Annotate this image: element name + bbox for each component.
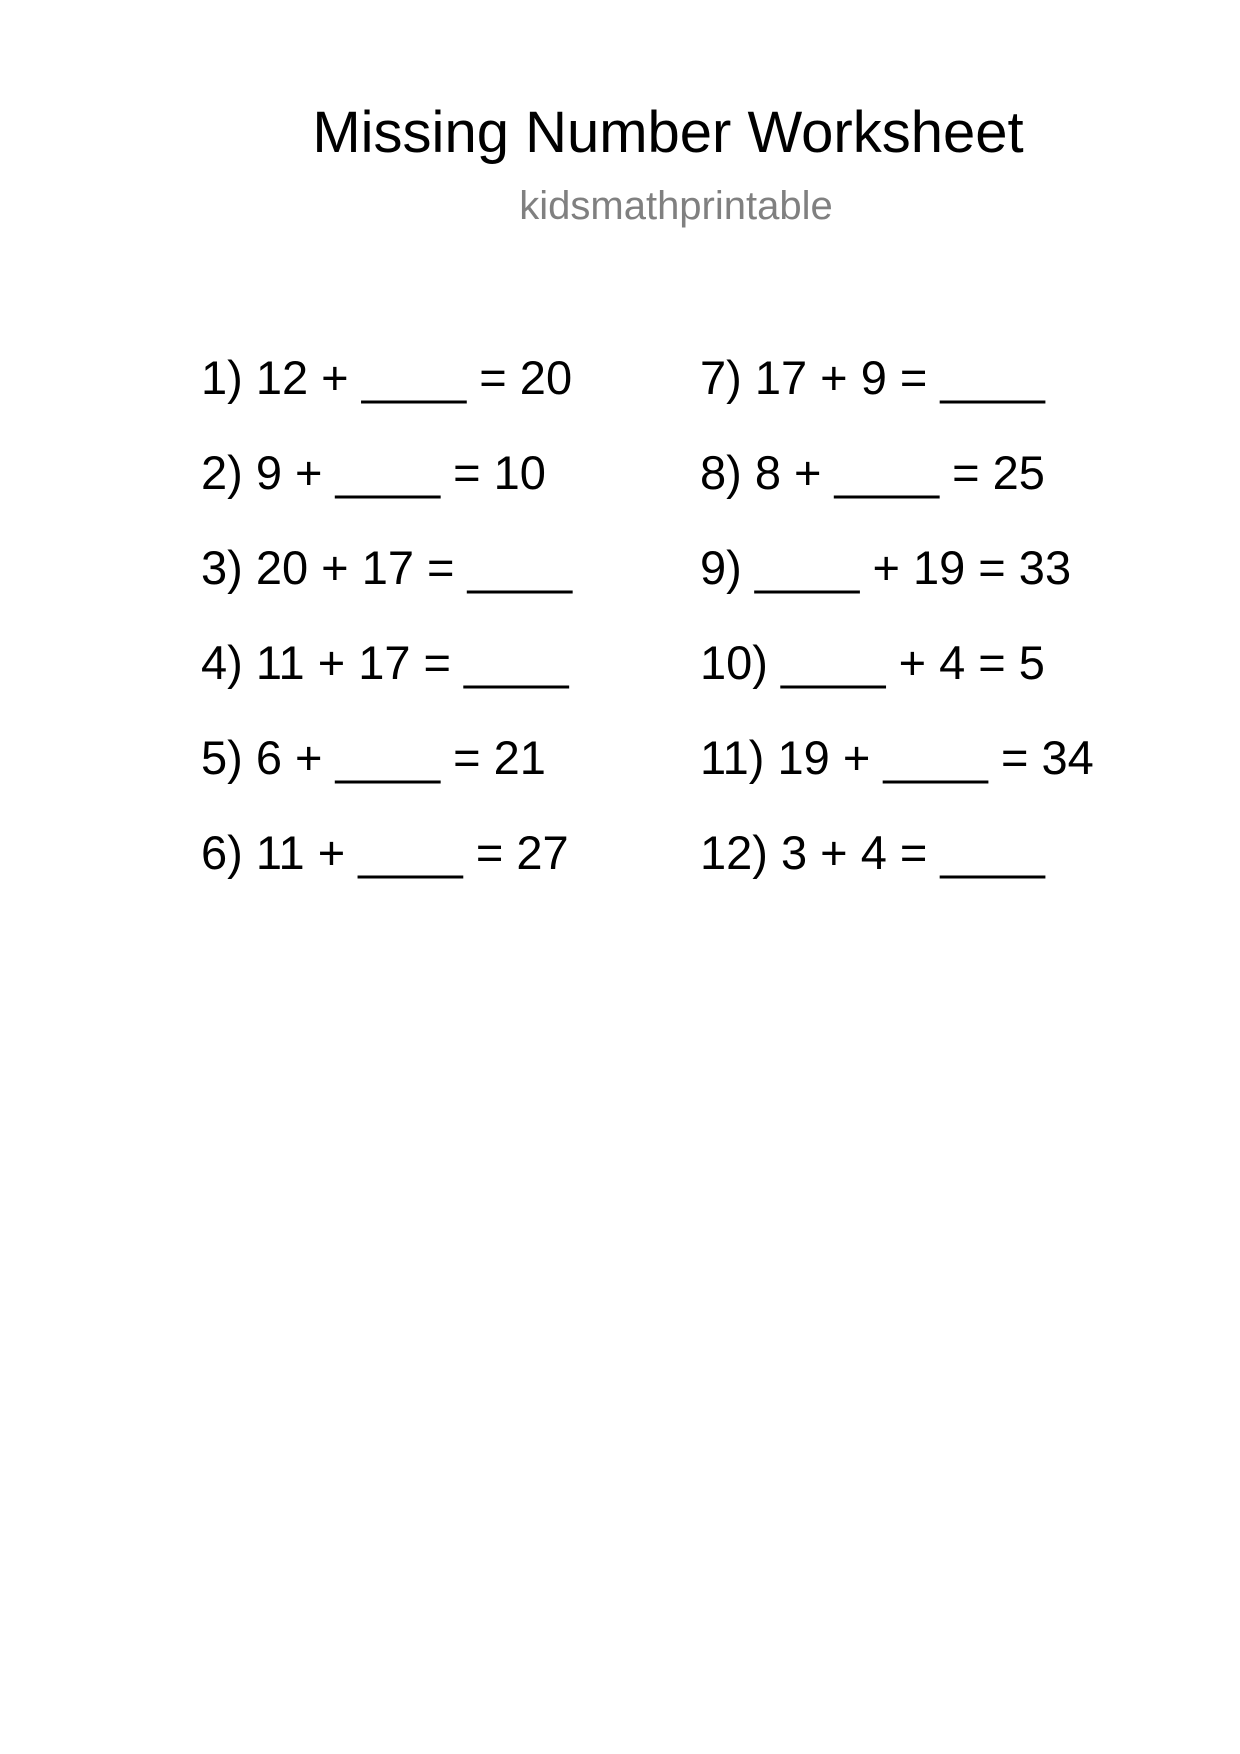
problem-3: 3) 20 + 17 = ____ — [201, 541, 573, 594]
problem-2: 2) 9 + ____ = 10 — [201, 446, 546, 499]
problem-9: 9) ____ + 19 = 33 — [700, 541, 1072, 594]
worksheet-subtitle: kidsmathprintable — [519, 184, 833, 228]
problem-7: 7) 17 + 9 = ____ — [700, 351, 1045, 404]
problems-right-column — [700, 350, 1094, 920]
problem-8: 8) 8 + ____ = 25 — [700, 446, 1045, 499]
worksheet-title: Missing Number Worksheet — [312, 100, 1024, 165]
problem-10: 10) ____ + 4 = 5 — [700, 636, 1045, 689]
problem-1: 1) 12 + ____ = 20 — [201, 351, 573, 404]
problem-4: 4) 11 + 17 = ____ — [201, 636, 569, 689]
problem-12: 12) 3 + 4 = ____ — [700, 826, 1045, 879]
problem-6: 6) 11 + ____ = 27 — [201, 826, 569, 879]
problems-left-column — [201, 350, 572, 920]
problem-11: 11) 19 + ____ = 34 — [700, 731, 1094, 784]
problem-5: 5) 6 + ____ = 21 — [201, 731, 546, 784]
